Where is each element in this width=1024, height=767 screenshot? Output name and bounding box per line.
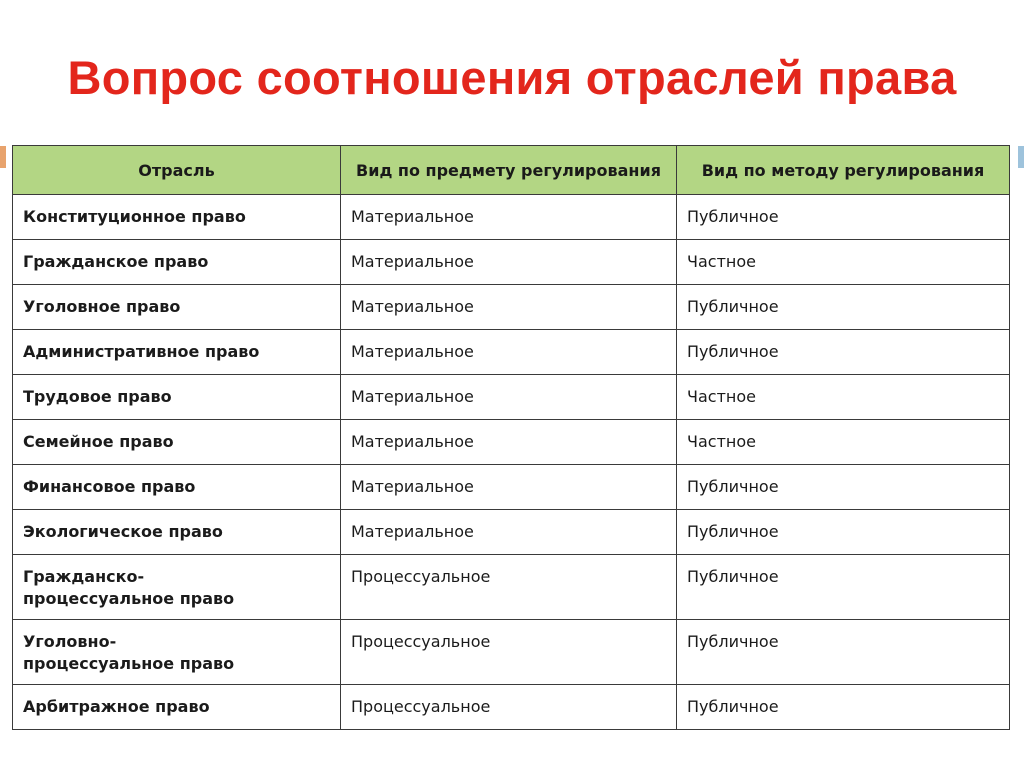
branches-table-wrapper (12, 145, 1009, 730)
method-type-cell: Публичное (677, 620, 1010, 685)
method-type-cell: Публичное (677, 195, 1010, 240)
table-row (13, 420, 1010, 465)
branch-cell: Гражданское право (13, 240, 341, 285)
branches-table (12, 145, 1010, 730)
subject-type-cell: Материальное (341, 510, 677, 555)
method-type-cell: Публичное (677, 330, 1010, 375)
subject-type-cell: Материальное (341, 420, 677, 465)
subject-type-cell: Материальное (341, 375, 677, 420)
slide-title: Вопрос соотношения отраслей права (67, 51, 957, 104)
table-row (13, 685, 1010, 730)
subject-type-cell: Материальное (341, 195, 677, 240)
table-row (13, 330, 1010, 375)
method-type-cell: Публичное (677, 465, 1010, 510)
branch-cell: Конституционное право (13, 195, 341, 240)
branch-cell: Экологическое право (13, 510, 341, 555)
branch-cell: Уголовное право (13, 285, 341, 330)
method-type-cell: Публичное (677, 555, 1010, 620)
method-type-cell: Частное (677, 240, 1010, 285)
header-branch: Отрасль (13, 146, 341, 195)
branch-cell: Финансовое право (13, 465, 341, 510)
table-row (13, 555, 1010, 620)
subject-type-cell: Материальное (341, 330, 677, 375)
table-row (13, 285, 1010, 330)
table-row (13, 240, 1010, 285)
branch-cell: Административное право (13, 330, 341, 375)
branch-cell: Арбитражное право (13, 685, 341, 730)
table-row (13, 195, 1010, 240)
method-type-cell: Частное (677, 375, 1010, 420)
table-row (13, 465, 1010, 510)
subject-type-cell: Процессуальное (341, 685, 677, 730)
method-type-cell: Публичное (677, 685, 1010, 730)
table-row (13, 620, 1010, 685)
accent-bar-left (0, 146, 6, 168)
subject-type-cell: Процессуальное (341, 555, 677, 620)
table-row (13, 375, 1010, 420)
branch-cell: Гражданско- процессуальное право (13, 555, 341, 620)
header-method-type: Вид по методу регулирования (677, 146, 1010, 195)
branch-cell: Уголовно- процессуальное право (13, 620, 341, 685)
table-header-row (13, 146, 1010, 195)
header-subject-type: Вид по предмету регулирования (341, 146, 677, 195)
method-type-cell: Частное (677, 420, 1010, 465)
branch-cell: Трудовое право (13, 375, 341, 420)
subject-type-cell: Материальное (341, 285, 677, 330)
subject-type-cell: Материальное (341, 465, 677, 510)
subject-type-cell: Материальное (341, 240, 677, 285)
method-type-cell: Публичное (677, 510, 1010, 555)
accent-bar-right (1018, 146, 1024, 168)
method-type-cell: Публичное (677, 285, 1010, 330)
table-row (13, 510, 1010, 555)
branch-cell: Семейное право (13, 420, 341, 465)
subject-type-cell: Процессуальное (341, 620, 677, 685)
